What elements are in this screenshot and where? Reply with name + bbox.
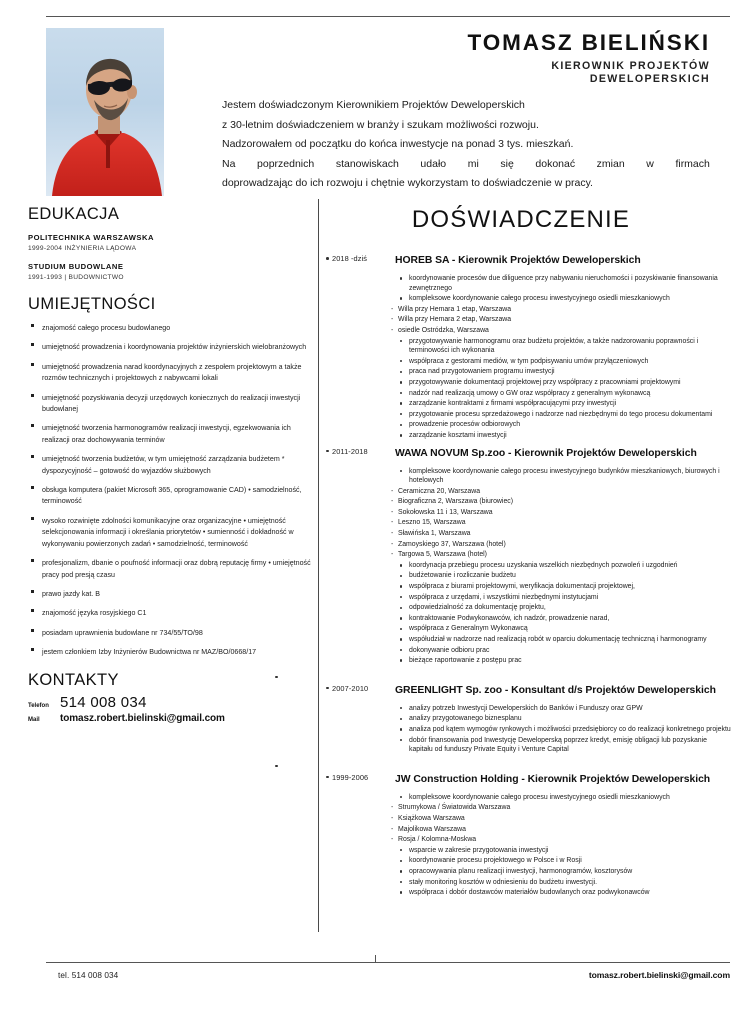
intro-line-4 — [222, 155, 710, 175]
responsibility-line: przygotowywanie dokumentacji projektowej przy współpracy z pracowniami projektowymi — [395, 378, 732, 388]
responsibility-line: wsparcie w zakresie przygotowania inwestycji — [395, 846, 732, 856]
project-line: - Rosja / Kolomna-Moskwa — [395, 835, 732, 845]
responsibility-line: odpowiedzialność za dokumentację projektu, — [395, 603, 732, 613]
square-bullet-icon — [31, 559, 34, 562]
job-title-subheading — [300, 60, 710, 86]
timeline-spacer-dot — [332, 761, 732, 773]
phone-label: Telefon — [28, 702, 49, 709]
intro-word: mi — [467, 157, 479, 170]
responsibility-line: koordynowanie procesu projektowego w Polsce i w Rosji — [395, 856, 732, 866]
intro-word: firmach — [675, 157, 710, 170]
mail-value[interactable]: tomasz.robert.bielinski@gmail.com — [60, 712, 225, 724]
experience-job-heading: GREENLIGHT Sp. zoo - Konsultant d/s Projektów Deweloperskich — [395, 684, 716, 696]
responsibility-line: zarządzanie kontraktami z firmami współpracującymi przy inwestycji — [395, 399, 732, 409]
project-line: - Targowa 5, Warszawa (hotel) — [395, 550, 732, 560]
contact-mail-row — [28, 713, 311, 724]
timeline-dot-icon — [326, 776, 329, 779]
responsibility-line: analizy przygotowanego biznesplanu — [395, 714, 732, 724]
responsibility-line: przygotowywanie harmonogramu oraz budżetu projektów, a także nadzorowaniu poprawności i terminowości ich wykonania — [395, 337, 732, 356]
experience-job-heading: HOREB SA - Kierownik Projektów Deweloperskich — [395, 255, 641, 266]
intro-word: udało — [420, 157, 447, 170]
mail-label: Mail — [28, 716, 40, 723]
experience-item — [332, 684, 732, 755]
square-bullet-icon — [31, 455, 34, 458]
skill-text: znajomość całego procesu budowlanego — [42, 324, 171, 332]
experience-item — [332, 447, 732, 666]
intro-word: Na — [222, 157, 236, 170]
experience-list — [332, 254, 732, 898]
responsibility-line: koordynacja przebiegu procesu uzyskania wszelkich niezbędnych pozwoleń i uzgodnień — [395, 561, 732, 571]
skills-list — [28, 323, 311, 659]
skill-text: umiejętność prowadzenia narad koordynacyjnych z zespołem projektowym a także rozmów technicznych i projektowych z nabywcami lokali — [42, 362, 302, 383]
experience-job-heading: WAWA NOVUM Sp.zoo - Kierownik Projektów Deweloperskich — [395, 447, 697, 459]
responsibility-line: współpraca i dobór dostawców materiałów budowlanych oraz podwykonawców — [395, 888, 732, 898]
education-school: STUDIUM BUDOWLANE — [28, 262, 124, 271]
intro-line-2: z 30-letnim doświadczeniem w branży i szukam możliwości rozwoju. — [222, 118, 539, 131]
responsibility-line: kontraktowanie Podwykonawców, ich nadzór, prowadzenie narad, — [395, 614, 732, 624]
responsibility-line: bieżące raportowanie z postępu prac — [395, 656, 732, 666]
intro-word: stanowiskach — [335, 157, 399, 170]
education-item — [28, 262, 311, 281]
left-column — [28, 205, 311, 726]
timeline-dot-icon — [326, 687, 329, 690]
responsibility-line: współpraca z biurami projektowymi, weryfikacja dokumentacji projektowej, — [395, 582, 732, 592]
intro-word: w — [646, 157, 654, 170]
timeline-dot-icon — [326, 450, 329, 453]
skill-text: umiejętność tworzenia budżetów, w tym umiejętność zarządzania budżetem * dyspozycyjność – gotowość do wyjazdów służbowych — [42, 455, 285, 475]
project-line: - Leszno 15, Warszawa — [395, 518, 732, 528]
square-bullet-icon — [31, 363, 34, 366]
experience-date: 2007-2010 — [332, 683, 369, 693]
responsibility-line: dokonywanie odbioru prac — [395, 646, 732, 656]
intro-word: poprzednich — [257, 157, 315, 170]
portrait-illustration — [46, 28, 164, 196]
column-divider — [318, 199, 319, 932]
footer-tick-mark — [375, 955, 376, 963]
experience-job-heading: JW Construction Holding - Kierownik Projektów Deweloperskich — [395, 773, 711, 785]
skill-text: prawo jazdy kat. B — [42, 589, 100, 598]
timeline-spacer-dot — [332, 672, 732, 684]
project-line: - Ceramiczna 20, Warszawa — [395, 487, 732, 497]
experience-date: 2011-2018 — [332, 446, 368, 456]
responsibility-line: budżetowanie i rozliczanie budżetu — [395, 571, 732, 581]
education-meta: 1999-2004 INŻYNIERIA LĄDOWA — [28, 245, 137, 252]
footer-divider — [46, 962, 730, 963]
square-bullet-icon — [31, 590, 34, 593]
experience-details — [395, 274, 732, 441]
skill-text: posiadam uprawnienia budowlane nr 734/55/TO/98 — [42, 628, 203, 637]
skill-item — [28, 362, 311, 385]
skill-text: umiejętność pozyskiwania decyzji urzędowych koniecznych do realizacji inwestycji budowlanej — [42, 393, 301, 414]
responsibility-line: prowadzenie procesów odbiorowych — [395, 420, 732, 430]
right-column — [332, 206, 732, 904]
contacts-heading: KONTAKTY — [28, 670, 119, 689]
responsibility-line: kompleksowe koordynowanie całego procesu inwestycyjnego osiedli mieszkaniowych — [395, 294, 732, 304]
contacts-section — [28, 671, 311, 724]
responsibility-line: analiza pod kątem wymogów rynkowych i możliwości przedsiębiorcy co do realizacji konkretnego projektu — [395, 725, 732, 735]
responsibility-line: kompleksowe koordynowanie całego procesu inwestycyjnego budynków mieszkaniowych, biurowych i hotelowych — [395, 467, 732, 486]
square-bullet-icon — [31, 648, 34, 651]
square-bullet-icon — [31, 609, 34, 612]
project-line: - osiedle Ostródzka, Warszawa — [395, 326, 732, 336]
page-title: TOMASZ BIELIŃSKI — [467, 30, 710, 55]
experience-item — [332, 773, 732, 898]
intro-word: zmian — [596, 157, 625, 170]
role-line-2: DEWELOPERSKICH — [589, 73, 710, 85]
responsibility-line: dobór finansowania pod Inwestycję Deweloperską poprzez kredyt, emisję obligacji lub pozyskanie kapitału od funduszy Private Equity i Venture Capital — [395, 736, 732, 755]
square-bullet-icon — [31, 424, 34, 427]
project-line: - Biograficzna 2, Warszawa (biurowiec) — [395, 497, 732, 507]
project-line: - Sławińska 1, Warszawa — [395, 529, 732, 539]
intro-word: się — [500, 157, 514, 170]
skill-text: wysoko rozwinięte zdolności komunikacyjne oraz organizacyjne • umiejętność selekcjonowania informacji i określania priorytetów • sumienność i dokładność w wykonywaniu powierzonych zadań • samodzielność, terminowość — [42, 516, 294, 548]
skill-item — [28, 608, 311, 619]
responsibility-line: nadzór nad realizacją umowy o GW oraz współpracy z generalnym wykonawcą — [395, 389, 732, 399]
experience-date: 1999-2006 — [332, 772, 369, 782]
skill-text: umiejętność prowadzenia i koordynowania projektów inżynierskich wielobranżowych — [42, 343, 307, 352]
responsibility-line: współpraca z urzędami, i wszystkimi niezbędnymi instytucjami — [395, 593, 732, 603]
experience-heading: DOŚWIADCZENIE — [411, 206, 631, 233]
education-meta: 1991-1993 | BUDOWNICTWO — [28, 274, 124, 281]
skill-item — [28, 393, 311, 416]
skill-item — [28, 342, 311, 353]
responsibility-line: koordynowanie procesów due diliguence przy nabywaniu nieruchomości i pozyskiwanie finansowania zewnętrznego — [395, 274, 732, 293]
skill-item — [28, 589, 311, 600]
skill-item — [28, 516, 311, 550]
profile-summary — [222, 96, 710, 194]
footer-phone: tel. 514 008 034 — [58, 971, 119, 980]
skills-heading: UMIEJĘTNOŚCI — [28, 295, 156, 313]
skill-text: umiejętność tworzenia harmonogramów realizacji inwestycji, egzekwowania ich realizacji oraz dochowywania terminów — [42, 424, 291, 444]
experience-details — [395, 704, 732, 755]
experience-details — [395, 793, 732, 898]
project-line: - Willa przy Hemara 2 etap, Warszawa — [395, 315, 732, 325]
skill-text: znajomość języka rosyjskiego C1 — [42, 609, 147, 618]
timeline-dot-icon — [326, 257, 329, 260]
project-line: - Książkowa Warszawa — [395, 814, 732, 824]
skill-item — [28, 323, 311, 334]
responsibility-line: praca nad przygotowaniem programu inwestycji — [395, 367, 732, 377]
project-line: - Strumykowa / Światowida Warszawa — [395, 803, 732, 813]
responsibility-line: współudział w nadzorze nad realizacją robót w oparciu dokumentację techniczną i harmonogramy — [395, 635, 732, 645]
experience-date: 2018 -dziś — [332, 254, 368, 263]
project-line: - Zamoyskiego 37, Warszawa (hotel) — [395, 540, 732, 550]
square-bullet-icon — [31, 343, 34, 346]
role-line-1: KIEROWNIK PROJEKTÓW — [551, 60, 710, 72]
responsibility-line: opracowywania planu realizacji inwestycji, harmonogramów, kosztorysów — [395, 867, 732, 877]
skill-item — [28, 423, 311, 446]
experience-item — [332, 254, 732, 441]
responsibility-line: analizy potrzeb Inwestycji Deweloperskich do Banków i Funduszy oraz GPW — [395, 704, 732, 714]
responsibility-line: współpraca z gestorami mediów, w tym podpisywaniu umów przyłączeniowych — [395, 357, 732, 367]
responsibility-line: przygotowanie procesu sprzedażowego i nadzorze nad niezbędnymi do tego procesu dokumentami — [395, 410, 732, 420]
skill-item — [28, 485, 311, 508]
skill-text: jestem członkiem Izby Inżynierów Budownictwa nr MAZ/BO/0668/17 — [42, 648, 257, 657]
footer-email: tomasz.robert.bielinski@gmail.com — [588, 970, 730, 980]
square-bullet-icon — [31, 324, 34, 327]
square-bullet-icon — [31, 486, 34, 489]
responsibility-line: kompleksowe koordynowanie całego procesu inwestycyjnego osiedli mieszkaniowych — [395, 793, 732, 803]
project-line: - Willa przy Hemara 1 etap, Warszawa — [395, 305, 732, 315]
intro-word: dokonać — [535, 157, 576, 170]
education-heading: EDUKACJA — [28, 205, 120, 223]
square-bullet-icon — [31, 394, 34, 397]
skill-item — [28, 628, 311, 639]
project-line: - Majolikowa Warszawa — [395, 825, 732, 835]
intro-line-5: doprowadzając do ich rozwoju i chętnie wykorzystam to doświadczenie w pracy. — [222, 177, 593, 189]
skill-item — [28, 454, 311, 477]
skill-text: obsługa komputera (pakiet Microsoft 365, oprogramowanie CAD) • samodzielność, terminowość — [42, 486, 302, 506]
square-bullet-icon — [31, 517, 34, 520]
top-divider — [46, 16, 730, 17]
experience-details — [395, 467, 732, 666]
contact-phone-row — [28, 694, 311, 711]
phone-value[interactable]: 514 008 034 — [60, 693, 147, 711]
education-school: POLITECHNIKA WARSZAWSKA — [28, 233, 154, 242]
project-line: - Sokołowska 11 i 13, Warszawa — [395, 508, 732, 518]
responsibility-line: zarządzanie kosztami inwestycji — [395, 431, 732, 441]
responsibility-line: współpraca z Generalnym Wykonawcą — [395, 624, 732, 634]
skill-text: profesjonalizm, dbanie o poufność informacji oraz dobrą reputację firmy • umiejętność pracy pod presją czasu — [42, 559, 311, 579]
skill-item — [28, 647, 311, 658]
education-list — [28, 233, 311, 281]
portrait-photo — [46, 28, 164, 196]
skill-item — [28, 558, 311, 581]
responsibility-line: stały monitoring kosztów w odniesieniu do budżetu inwestycji. — [395, 878, 732, 888]
intro-line-3: Nadzorowałem od początku do końca inwestycje na ponad 3 tys. mieszkań. — [222, 138, 574, 150]
education-item — [28, 233, 311, 252]
square-bullet-icon — [31, 629, 34, 632]
intro-line-1: Jestem doświadczonym Kierownikiem Projektów Deweloperskich — [222, 99, 525, 111]
